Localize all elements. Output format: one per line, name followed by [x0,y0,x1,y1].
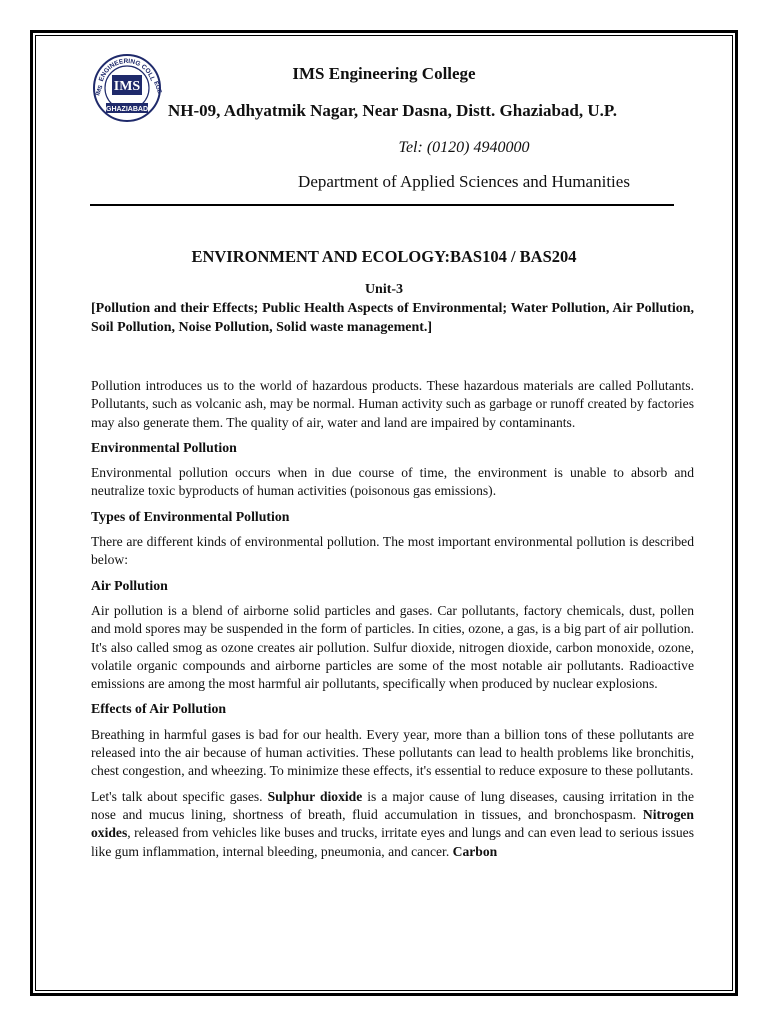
effects-paragraph: Breathing in harmful gases is bad for our health. Every year, more than a billion tons of these pollutants are released into the air because of human activities. These pollutants can lead to health problems like bronchitis, chest congestion, and wheezing. To minimize these effects, it's essential to reduce exposure to these pollutants. [91,726,694,779]
term-carbon: Carbon [452,843,498,859]
unit-label: Unit-3 [364,282,404,297]
seal-bottom-text: GHAZIABAD [106,106,148,113]
college-name: IMS Engineering College [292,64,476,83]
term-sulphur-dioxide: Sulphur dioxide [267,788,363,804]
document-body [91,377,694,868]
sulphur-dioxide-text: is a major cause of lung diseases, causing irritation in the nose and mucus lining, shortness of breath, fluid accumulation in tissues, and bronchospasm. [91,788,694,822]
section-heading-air-pollution: Air Pollution [91,577,168,593]
gases-lead-text: Let's talk about specific gases. [91,788,268,804]
section-heading-environmental-pollution: Environmental Pollution [91,439,237,455]
unit-topics: [Pollution and their Effects; Public Health Aspects of Environmental; Water Pollution, Air Pollution, Soil Pollution, Noise Pollution, Solid waste management.] [91,301,694,335]
seal-center-text: IMS [113,79,141,94]
intro-paragraph: Pollution introduces us to the world of hazardous products. These hazardous materials are called Pollutants. Pollutants, such as volcanic ash, may be normal. Human activity such as garbage or runoff created by factories may also generate them. The quality of air, water and land are impaired by contaminants. [91,378,694,430]
nitrogen-oxides-text: , released from vehicles like buses and trucks, irritate eyes and lungs and can even lead to serious issues like gum inflammation, internal bleeding, pneumonia, and cancer. [91,825,694,859]
term-nitrogen-oxides: Nitrogen oxides [91,806,694,841]
seal-left-text: IMS [95,84,105,97]
seal-right-text: EGE [152,80,162,95]
environmental-pollution-paragraph: Environmental pollution occurs when in due course of time, the environment is unable to absorb and neutralize toxic byproducts of human activities (poisonous gas emissions). [91,465,694,499]
college-address: NH-09, Adhyatmik Nagar, Near Dasna, Distt. Ghaziabad, U.P. [168,101,617,120]
seal-top-text: ENGINEERING COLL [97,57,156,83]
air-pollution-paragraph: Air pollution is a blend of airborne solid particles and gases. Car pollutants, factory chemicals, dust, pollen and mold spores may be suspended in the form of particles. In cities, ozone, a gas, is a big part of air pollution. It's also called smog as ozone creates air pollution. Sulfur dioxide, nitrogen dioxide, carbon monoxide, ozone, volatile organic compounds and airborne particles are some of the most notable air pollutants. Radioactive emissions are among the most harmful air pollutants, specifically when produced by nuclear explosions. [91,602,694,692]
college-telephone: Tel: (0120) 4940000 [398,139,530,156]
college-seal-logo [92,50,162,126]
specific-gases-paragraph [91,788,694,861]
section-heading-types: Types of Environmental Pollution [91,508,290,524]
section-heading-effects: Effects of Air Pollution [91,701,227,717]
department-name: Department of Applied Sciences and Humanities [298,172,630,191]
course-title: ENVIRONMENT AND ECOLOGY:BAS104 / BAS204 [191,247,577,266]
types-paragraph: There are different kinds of environmental pollution. The most important environmental pollution is described below: [91,534,694,568]
header-divider [90,204,674,206]
